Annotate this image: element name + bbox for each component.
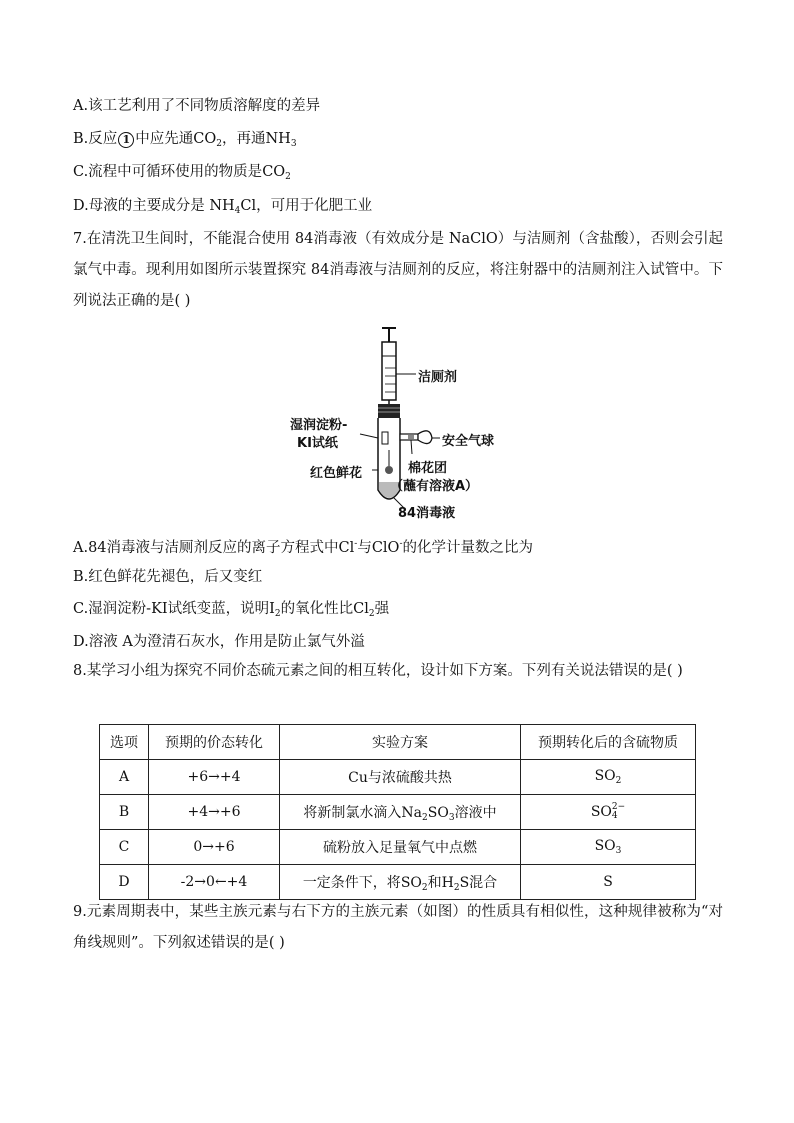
label-cleaner: 洁厕剂 xyxy=(418,370,458,385)
q8-table xyxy=(99,724,696,900)
header-change: 预期的价态转化 xyxy=(149,725,280,760)
option-a-suffix: 的化学计量数之比为 xyxy=(402,540,533,556)
subscript: 2 xyxy=(368,609,375,619)
label-bleach: 84消毒液 xyxy=(398,506,456,521)
plan-text: 混合 xyxy=(469,874,498,891)
q6-option-c xyxy=(73,162,291,187)
option-a-prefix: A.84消毒液与洁厕剂反应的离子方程式中 xyxy=(73,540,339,556)
formula-i2: I xyxy=(269,601,275,617)
q7-option-a xyxy=(73,534,533,558)
option-b-mid: 中应先通 xyxy=(135,131,194,147)
q7-stem: 7.在清洗卫生间时，不能混合使用 84消毒液（有效成分是 NaClO）与洁厕剂（含盐酸），否则会引起氯气中毒。现利用如图所示装置探究 84消毒液与洁厕剂的反应，将注射器中的洁厕剂注入试管中。下列说法正确的是( ) xyxy=(73,231,723,309)
subscript: 3 xyxy=(290,139,297,149)
formula: H xyxy=(441,874,454,891)
q6-option-a: A.该工艺利用了不同物质溶解度的差异 xyxy=(73,98,321,114)
cell-change: 0→+6 xyxy=(149,830,280,865)
label-cotton-2: （蘸有溶液A） xyxy=(390,479,479,494)
subscript: 2 xyxy=(274,609,281,619)
formula: S xyxy=(459,874,470,891)
red-flower xyxy=(385,466,393,474)
cell-product xyxy=(521,865,696,900)
q6-option-b xyxy=(73,129,297,154)
q8-stem: 8.某学习小组为探究不同价态硫元素之间的相互转化，设计如下方案。下列有关说法错误的是( ) xyxy=(73,663,683,679)
option-d-prefix: D.母液的主要成分是 xyxy=(73,198,210,214)
option-b-then: ，再通 xyxy=(221,131,266,147)
subscript: 2 xyxy=(285,172,291,182)
superscript: - xyxy=(354,539,358,549)
ki-paper xyxy=(382,432,388,444)
leader-paper xyxy=(360,434,378,438)
stopper xyxy=(378,404,400,418)
formula-cl: Cl xyxy=(240,198,257,214)
table-row xyxy=(100,795,696,830)
label-balloon: 安全气球 xyxy=(442,434,495,449)
q7-apparatus-figure xyxy=(290,322,530,522)
cell-product xyxy=(521,830,696,865)
ion-clo: ClO xyxy=(371,540,400,556)
label-ki-paper-2: KI试纸 xyxy=(297,436,338,451)
subscript: 4 xyxy=(611,811,618,821)
cell-option: D xyxy=(100,865,149,900)
subscript: 2 xyxy=(453,882,460,893)
label-cotton-1: 棉花团 xyxy=(408,461,448,476)
option-c-suffix: 强 xyxy=(374,601,390,617)
plan-text: 将新制氯水滴入 xyxy=(303,804,402,821)
subscript: 2 xyxy=(615,776,622,786)
superscript: - xyxy=(399,539,403,549)
q7-option-d: D.溶液 A为澄清石灰水，作用是防止氯气外溢 xyxy=(73,634,365,650)
formula: SO xyxy=(590,804,612,820)
ion-cl: Cl xyxy=(338,540,355,556)
cell-plan: Cu与浓硫酸共热 xyxy=(280,760,521,795)
option-c-prefix: C.湿润淀粉-KI试纸变蓝，说明 xyxy=(73,601,270,617)
safety-balloon xyxy=(418,431,432,444)
formula: SO xyxy=(594,838,616,854)
q6-option-d xyxy=(73,196,372,221)
formula: SO xyxy=(400,874,422,891)
superscript: 2− xyxy=(611,802,626,812)
header-product: 预期转化后的含硫物质 xyxy=(521,725,696,760)
cell-option: A xyxy=(100,760,149,795)
plan-text: 一定条件下，将 xyxy=(302,874,401,891)
cell-product xyxy=(521,760,696,795)
subscript: 2 xyxy=(421,882,428,893)
table-row xyxy=(100,830,696,865)
plan-text: 和 xyxy=(427,874,442,891)
subscript: 2 xyxy=(422,812,428,823)
plan-text: 溶液中 xyxy=(454,804,497,821)
subscript: 3 xyxy=(615,846,622,856)
subscript: 2 xyxy=(216,139,222,149)
cell-plan xyxy=(280,865,521,900)
cell-change: +4→+6 xyxy=(149,795,280,830)
cell-change: +6→+4 xyxy=(149,760,280,795)
option-a-mid: 与 xyxy=(357,540,372,556)
table-row xyxy=(100,760,696,795)
header-plan: 实验方案 xyxy=(280,725,521,760)
q7-option-c xyxy=(73,599,389,624)
q9-stem: 9.元素周期表中，某些主族元素与右下方的主族元素（如图）的性质具有相似性，这种规律被称为“对角线规则”。下列叙述错误的是( ) xyxy=(73,904,723,951)
label-ki-paper-1: 湿润淀粉- xyxy=(290,418,348,433)
cell-product xyxy=(521,795,696,830)
formula-cl2: Cl xyxy=(353,601,369,617)
leader-cotton xyxy=(411,440,412,454)
formula-nh4cl: NH xyxy=(209,198,235,214)
formula: SO xyxy=(427,804,449,821)
q7-option-b: B.红色鲜花先褪色，后又变红 xyxy=(73,569,263,585)
option-c-mid: 的氧化性比 xyxy=(280,601,354,617)
formula-co2: CO xyxy=(262,164,286,180)
formula: SO xyxy=(594,768,616,784)
formula: S xyxy=(603,874,613,890)
option-c-text: C.流程中可循环使用的物质是 xyxy=(73,164,263,180)
syringe-barrel xyxy=(382,342,396,400)
subscript: 3 xyxy=(448,812,455,823)
cell-option: C xyxy=(100,830,149,865)
cell-option: B xyxy=(100,795,149,830)
cell-plan xyxy=(280,795,521,830)
label-flower: 红色鲜花 xyxy=(310,466,363,481)
table-row xyxy=(100,865,696,900)
header-option: 选项 xyxy=(100,725,149,760)
subscript: 4 xyxy=(234,206,241,216)
formula-nh3: NH xyxy=(265,131,291,147)
table-header-row xyxy=(100,725,696,760)
formula: Na xyxy=(401,804,423,821)
cell-plan: 硫粉放入足量氧气中点燃 xyxy=(280,830,521,865)
circled-number: 1 xyxy=(118,132,134,148)
cotton-ball xyxy=(408,435,414,439)
option-d-suffix: ，可用于化肥工业 xyxy=(256,198,373,214)
formula-co2: CO xyxy=(193,131,217,147)
option-b-prefix: B.反应 xyxy=(73,131,118,147)
cell-change: -2→0←+4 xyxy=(149,865,280,900)
